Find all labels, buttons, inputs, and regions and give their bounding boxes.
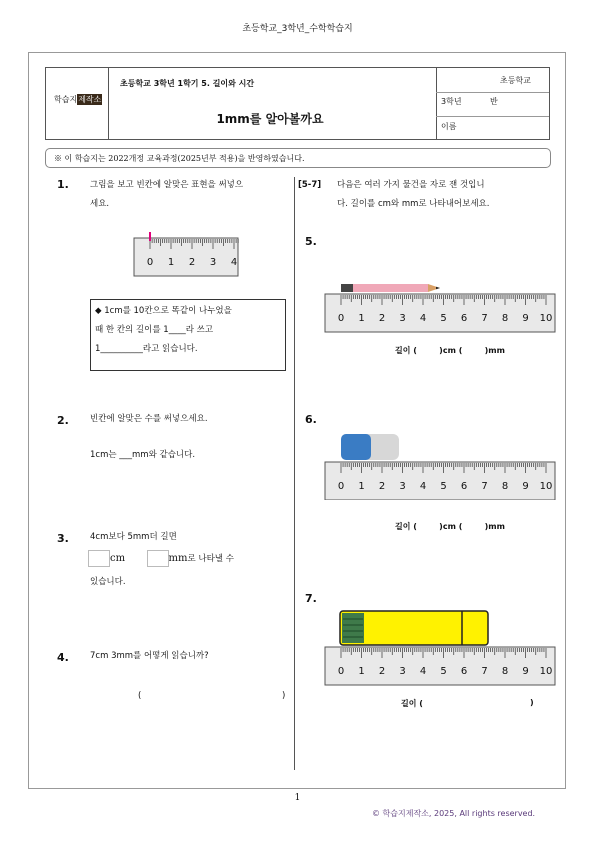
ruler-label: 0 [146,257,154,268]
question-2-line2: 1cm는 ___mm와 같습니다. [90,450,196,460]
question-3-line2: cm mm로 나타낼 수 [88,550,234,567]
question-2-line1: 빈칸에 알맞은 수를 써넣으세요. [90,414,208,424]
question-4-line1: 7cm 3mm를 어떻게 읽습니까? [90,651,209,661]
ruler-label: 5 [440,666,447,677]
question-7-number: 7. [305,592,317,605]
curriculum-notice: ※ 이 학습지는 2022개정 교육과정(2025년부 적용)을 반영하였습니다. [45,148,551,168]
ruler-label: 10 [539,313,553,324]
section-line2: 다. 길이를 cm와 mm로 나타내어보세요. [337,199,490,209]
box-line2: 때 한 칸의 길이를 1____라 쓰고 [95,325,214,335]
question-7-answer-close: ) [530,698,534,707]
ruler-label: 7 [481,313,488,324]
ruler-label: 5 [440,481,447,492]
ruler-label: 2 [378,481,386,492]
red-marker [149,232,151,241]
grade-label: 3학년 [441,97,462,106]
question-4-number: 4. [57,651,69,664]
ruler-label: 2 [188,257,196,268]
ruler-label: 4 [419,313,427,324]
ruler-label: 10 [539,481,553,492]
ruler-label: 2 [378,666,386,677]
question-5-answer: 길이 ( )cm ( )mm [395,346,505,355]
ruler-label: 1 [358,313,365,324]
lesson-title: 1mm를 알아볼까요 [216,112,324,126]
ruler-label: 0 [337,666,345,677]
logo: 학습지제작소 [54,95,102,104]
definition-box [90,299,286,371]
ruler-label: 9 [522,666,529,677]
section-range: [5-7] [298,180,322,190]
ruler-label: 8 [501,666,509,677]
ruler-label: 1 [167,257,175,268]
question-6-answer: 길이 ( )cm ( )mm [395,522,505,531]
ruler-label: 2 [378,313,386,324]
name-label: 이름 [441,122,457,131]
unit-title: 초등학교 3학년 1학기 5. 길이와 시간 [120,79,255,88]
question-3-number: 3. [57,532,69,545]
ruler-label: 3 [399,313,406,324]
ruler-q7 [324,608,557,686]
ruler-label: 8 [501,481,509,492]
ruler-label: 4 [419,666,427,677]
ruler-label: 0 [337,481,345,492]
ruler-q6 [324,432,557,500]
ruler-label: 1 [358,666,365,677]
column-divider [294,177,295,770]
ruler-label: 6 [460,481,468,492]
question-1-number: 1. [57,178,69,191]
ruler-label: 7 [481,481,488,492]
small-ruler [130,230,242,278]
box-line1: ◆ 1cm를 10칸으로 똑같이 나누었을 [95,306,232,316]
ruler-label: 5 [440,313,447,324]
question-7-answer-open: 길이 ( [401,699,423,708]
question-1-line2: 세요. [90,199,110,209]
ruler-label: 3 [209,257,217,268]
ruler-label: 6 [460,313,468,324]
question-6-number: 6. [305,413,317,426]
copyright: © 학습지제작소, 2025, All rights reserved. [372,809,536,818]
box-line3: 1__________라고 읽습니다. [95,344,198,354]
ruler-label: 4 [230,257,238,268]
question-1-line1: 그림을 보고 빈칸에 알맞은 표현을 써넣으 [90,180,244,190]
ruler-label: 0 [337,313,345,324]
ruler-label: 6 [460,666,468,677]
ruler-label: 8 [501,313,509,324]
question-3-line1: 4cm보다 5mm더 길면 [90,532,177,542]
ruler-label: 3 [399,481,406,492]
question-4-paren-open: ( [138,691,142,701]
ruler-label: 9 [522,313,529,324]
section-line1: 다음은 여러 가지 물건을 자로 잰 것입니 [337,180,485,190]
cm-answer-box[interactable] [88,550,110,567]
ruler-q5 [324,282,557,334]
class-label: 반 [490,97,498,106]
ruler-label: 9 [522,481,529,492]
question-2-number: 2. [57,414,69,427]
page-number: 1 [294,793,301,803]
ruler-label: 3 [399,666,406,677]
ruler-label: 4 [419,481,427,492]
school-label: 초등학교 [500,76,531,85]
ruler-label: 1 [358,481,365,492]
pencil [341,284,428,292]
mm-answer-box[interactable] [147,550,169,567]
question-5-number: 5. [305,235,317,248]
page-title: 초등학교_3학년_수학학습지 [242,24,353,34]
question-4-paren-close: ) [282,691,286,701]
question-3-line3: 있습니다. [90,577,126,587]
ruler-label: 10 [539,666,553,677]
ruler-label: 7 [481,666,488,677]
